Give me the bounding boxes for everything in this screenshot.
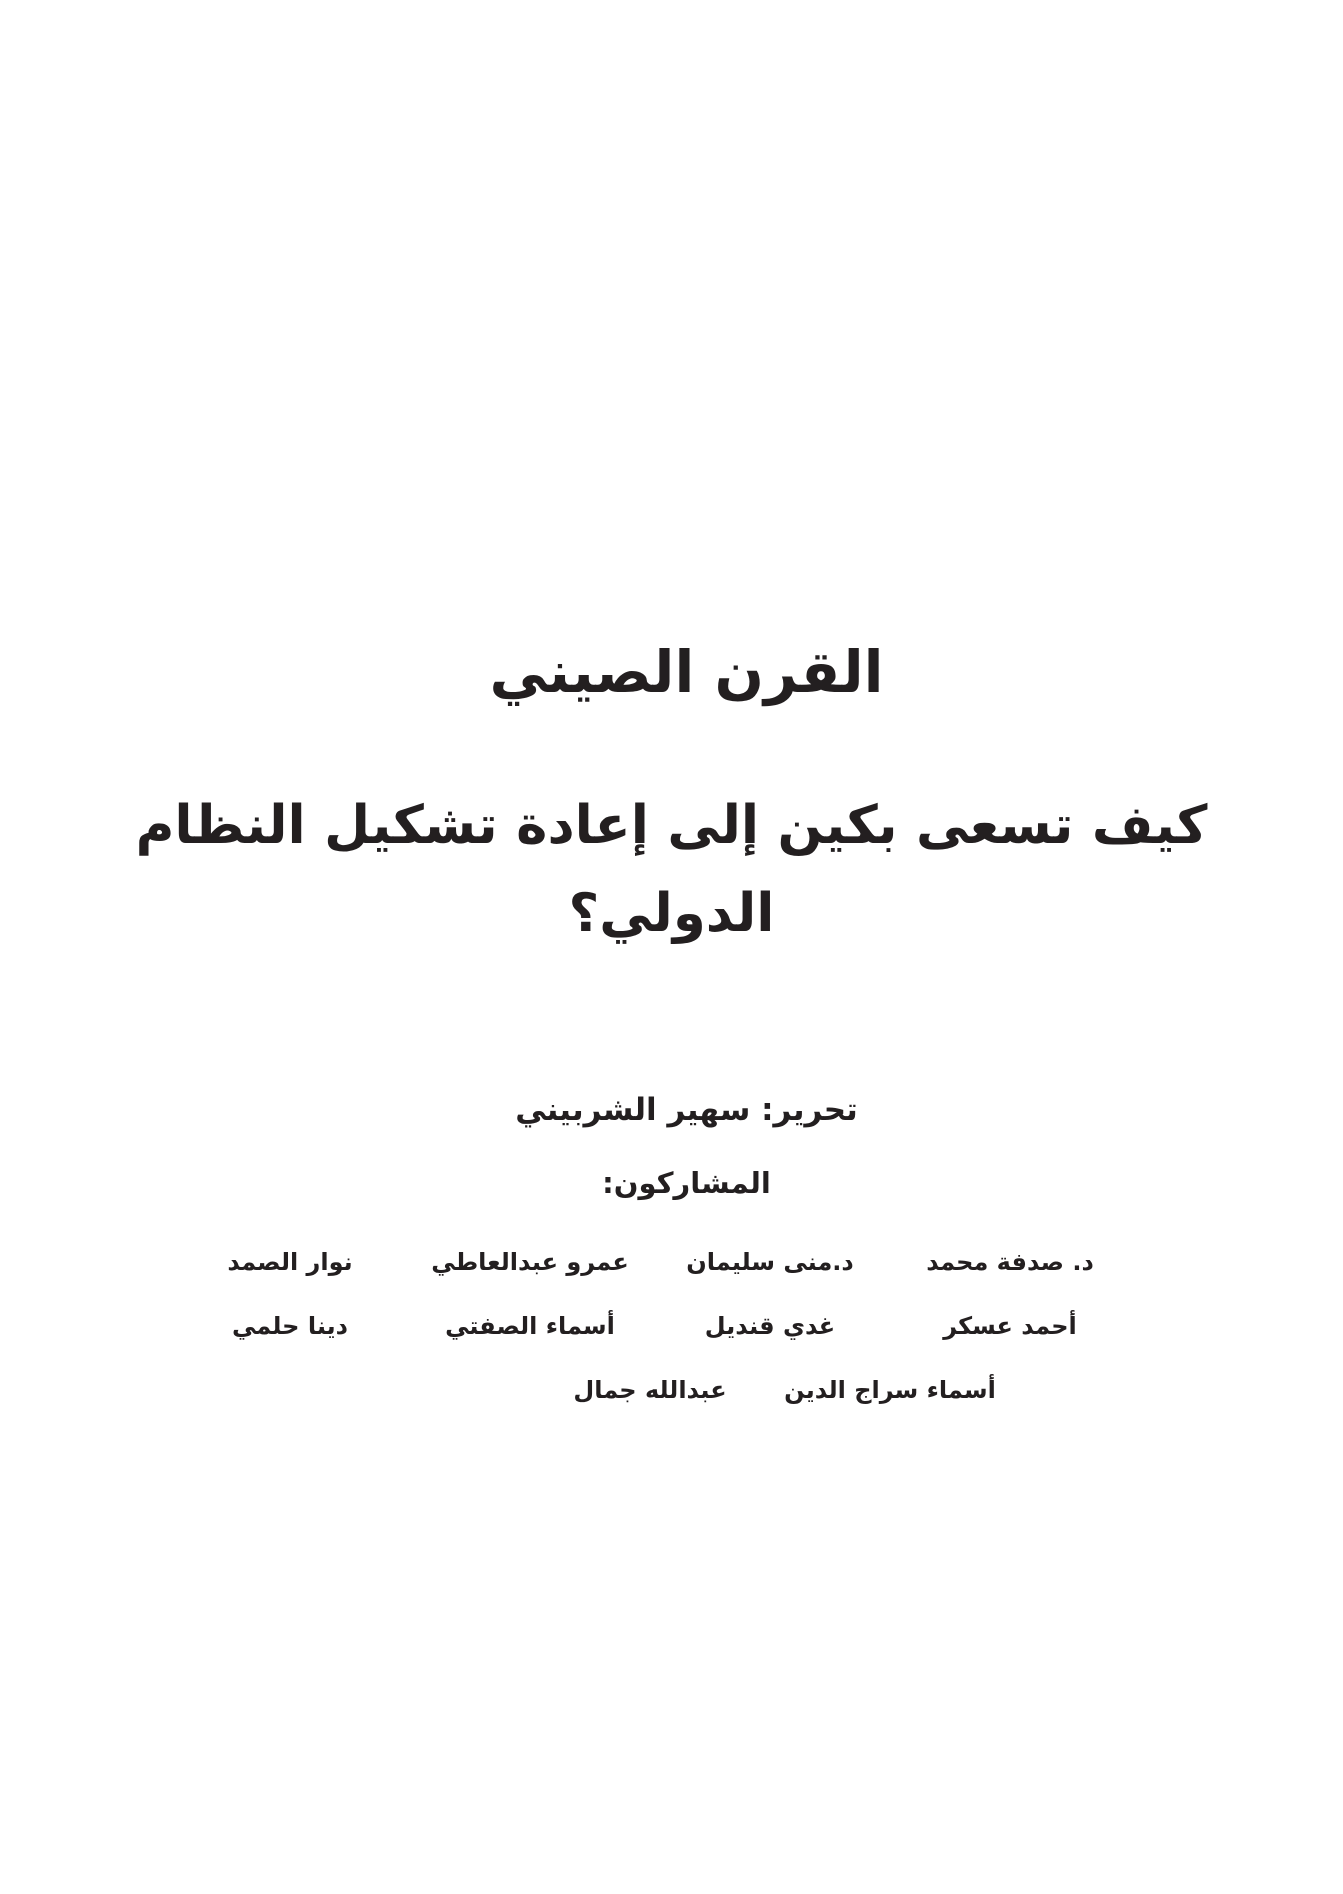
participant-name: عبدالله جمال <box>573 1376 727 1404</box>
participants-heading: المشاركون: <box>602 1166 771 1200</box>
participants-row <box>170 1230 1130 1294</box>
participants-row <box>170 1294 1130 1358</box>
participant-name: د.منى سليمان <box>686 1248 854 1276</box>
book-title: القرن الصيني <box>489 638 884 706</box>
participants-row <box>170 1358 1130 1422</box>
subtitle-line-1: كيف تسعى بكين إلى إعادة تشكيل النظام <box>135 795 1208 856</box>
participant-name: أحمد عسكر <box>943 1312 1077 1340</box>
participant-name: دينا حلمي <box>232 1312 348 1340</box>
participant-name: أسماء سراج الدين <box>784 1376 996 1404</box>
participants-list <box>170 1230 1130 1422</box>
book-subtitle <box>0 782 1343 958</box>
editor-credit: تحرير: سهير الشربيني <box>515 1092 858 1128</box>
participant-name: نوار الصمد <box>227 1248 353 1276</box>
participant-name: عمرو عبدالعاطي <box>431 1248 629 1276</box>
participant-name: أسماء الصفتي <box>445 1312 615 1340</box>
participant-name: د. صدفة محمد <box>926 1248 1094 1276</box>
subtitle-line-2: الدولي؟ <box>568 883 775 944</box>
participant-name: غدي قنديل <box>704 1312 836 1340</box>
